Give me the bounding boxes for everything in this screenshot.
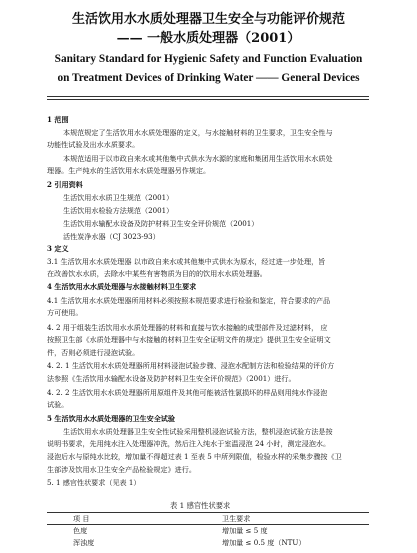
table-header-row — [47, 513, 369, 524]
section-4-heading: 4 生活饮用水水质处理器与水接触材料卫生要求 — [47, 282, 197, 291]
table-cell-item: 浑浊度 — [73, 538, 95, 547]
section-1-heading: 1 范围 — [47, 115, 69, 124]
section-4-text: 方可使用。 — [47, 308, 83, 317]
section-4-text: 4. 2. 2 生活饮用水水质处理器所用原组件及其他可能被活性氯损坏的样品则用纯水作浸泡 — [47, 388, 328, 397]
section-5-heading: 5 生活饮用水水质处理器的卫生安全试验 — [47, 414, 175, 423]
table-header-requirement: 卫生要求 — [222, 514, 251, 523]
table-cell-requirement: 增加量 ≤ 0.5 度（NTU） — [222, 538, 306, 547]
section-3-text: 在改善饮水水质，去除水中某些有害物质为目的的饮用水水质处理器。 — [47, 269, 267, 278]
section-4-text: 法参照《生活饮用水输配水设备及防护材料卫生安全评价规范》（2001）进行。 — [47, 374, 296, 383]
section-3-text: 3.1 生活饮用水水质处理器 以市政自来水或其他集中式供水为原水，经过进一步处理，旨 — [47, 257, 326, 266]
table-cell-requirement: 增加量 ≤ 5 度 — [222, 526, 268, 535]
section-4-text: 试验。 — [47, 400, 69, 409]
title-cn-line1: 生活饮用水水质处理器卫生安全与功能评价规范 — [71, 12, 345, 27]
section-4-text: 4. 2. 1 生活饮用水水质处理器所用材料浸泡试验步骤、浸泡水配制方法和检验结果的评价方 — [47, 361, 335, 370]
table-row — [47, 537, 369, 548]
title-en-line1: Sanitary Standard for Hygienic Safety and Function Evaluation — [54, 53, 363, 65]
title-rule-bottom — [47, 99, 369, 100]
section-4-text: 4. 2 用于组装生活饮用水水质处理器的材料和直接与饮水接触的成型部件及过滤材料， 应 — [47, 323, 328, 332]
table-row — [47, 525, 369, 536]
section-4-text: 件，否则必须进行浸泡试验。 — [47, 348, 140, 357]
section-2-heading: 2 引用资料 — [47, 180, 83, 189]
reference-item: 生活饮用水输配水设备及防护材料卫生安全评价规范（2001） — [63, 219, 259, 228]
section-1-text: 理器。生产纯水的生活饮用水水质处理器另作规定。 — [47, 166, 211, 175]
title-cn-line2: —— 一般水质处理器（2001） — [116, 31, 301, 46]
section-4-text: 4.1 生活饮用水水质处理器所用材料必须按照本规范要求进行检验和鉴定，符合要求的产品 — [47, 296, 331, 305]
table-cell-item: 色度 — [73, 526, 88, 535]
reference-item: 活性炭净水器（CJ 3023-93） — [63, 232, 160, 241]
table-header-item: 项 目 — [73, 514, 90, 523]
title-en-line2: on Treatment Devices of Drinking Water —— General Devices — [57, 72, 360, 84]
section-5-1-heading: 5. 1 感官性状要求（见表 1） — [47, 478, 141, 487]
title-rule-top — [47, 96, 369, 97]
section-5-text: 浸泡后水与原纯水比较，增加量不得超过表 1 至表 5 中所列限值，检验水样的采集步骤按《卫 — [47, 452, 342, 461]
section-4-text: 按照卫生部《水质处理器中与水接触的材料卫生安全证明文件的规定》提供卫生安全证明文 — [47, 335, 331, 344]
section-5-text: 生活饮用水水质处理器卫生安全性试验采用整机浸泡试验方法，整机浸泡试验方法是按 — [63, 427, 333, 436]
section-5-text: 说明书要求，先用纯水注入处理器冲洗，然后注入纯水于室温浸泡 24 小时，测定浸泡水。 — [47, 439, 331, 448]
section-1-text: 功能性试验及出水水质要求。 — [47, 140, 140, 149]
section-5-text: 生部涉及饮用水卫生安全产品检验规定》进行。 — [47, 465, 196, 474]
reference-item: 生活饮用水水质卫生规范（2001） — [63, 193, 174, 202]
section-3-heading: 3 定义 — [47, 244, 69, 253]
section-1-text: 本规范适用于以市政自来水或其他集中式供水为水源的家庭和集团用生活饮用水水质处 — [63, 154, 333, 163]
section-1-text: 本规范规定了生活饮用水水质处理器的定义，与水接触材料的卫生要求，卫生安全性与 — [63, 128, 333, 137]
table-1-caption: 表 1 感官性状要求 — [170, 501, 231, 510]
reference-item: 生活饮用水检验方法规范（2001） — [63, 206, 174, 215]
